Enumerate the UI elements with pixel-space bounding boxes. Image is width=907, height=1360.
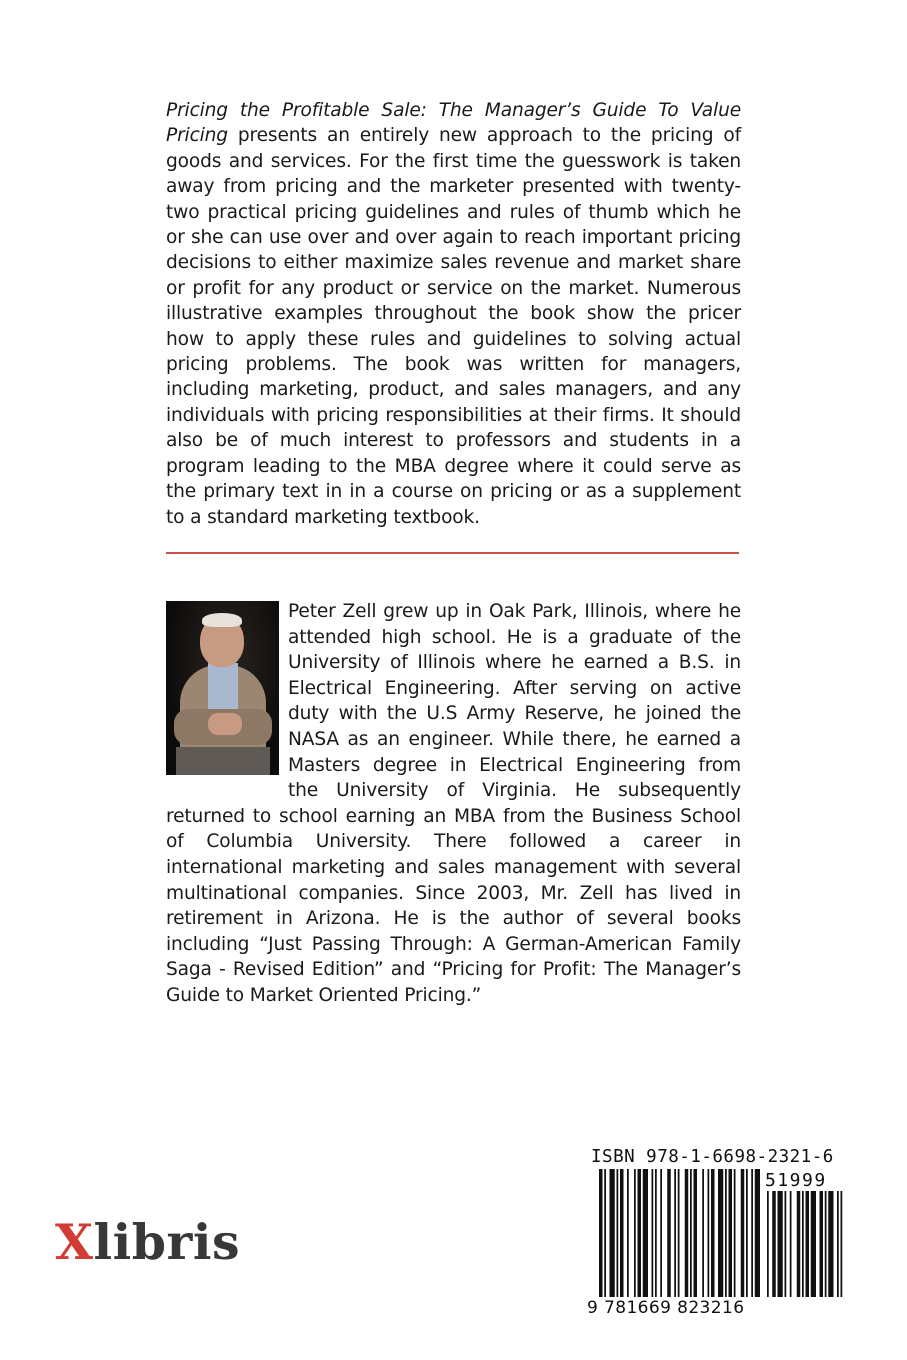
publisher-logo (55, 1213, 241, 1271)
author-bio (166, 599, 741, 1009)
author-photo (166, 601, 279, 775)
price-addon-code: 51999 (765, 1170, 827, 1191)
isbn-label: ISBN 978-1-6698-2321-6 (591, 1147, 834, 1167)
book-description (166, 98, 741, 530)
barcode-digits: 9 781669 823216 (587, 1298, 745, 1318)
description-text: presents an entirely new approach to the pricing of goods and services. For the first time the guesswork is taken away from pricing and the marketer presented with twenty-two practical pricing guidelines and rules of thumb which he or she can use over and over again to reach important pricing decisions to either maximize sales revenue and market share or profit for any product or service on the market. Numerous illustrative examples throughout the book show the pricer how to apply these rules and guidelines to solving actual pricing problems. The book was written for managers, including marketing, product, and sales managers, and any individuals with pricing responsibilities at their firms. It should also be of much interest to professors and students in a program leading to the MBA degree where it could serve as the primary text in in a course on pricing or as a supplement to a standard marketing textbook. (166, 125, 741, 528)
section-divider (166, 552, 739, 554)
publisher-logo-x: X (55, 1213, 94, 1271)
publisher-logo-text: libris (93, 1213, 241, 1271)
author-bio-text: Peter Zell grew up in Oak Park, Illinois, where he attended high school. He is a graduate of the University of Illinois where he earned a B.S. in Electrical Engineering. After serving on active duty with the U.S Army Reserve, he joined the NASA as an engineer. While there, he earned a Masters degree in Electrical Engineering from the University of Virginia. He subsequently returned to school earning an MBA from the Business School of Columbia University. There followed a career in international marketing and sales management with several multinational companies. Since 2003, Mr. Zell has lived in retirement in Arizona. He is the author of several books including “Just Passing Through: A German-American Family Saga - Revised Edition” and “Pricing for Profit: The Manager’s Guide to Market Oriented Pricing.” (166, 601, 741, 1006)
isbn-barcode (587, 1147, 849, 1323)
book-title: Pricing the Profitable Sale: The Manager’s Guide To Value Pricing (166, 100, 741, 147)
barcode-bars (587, 1169, 849, 1301)
